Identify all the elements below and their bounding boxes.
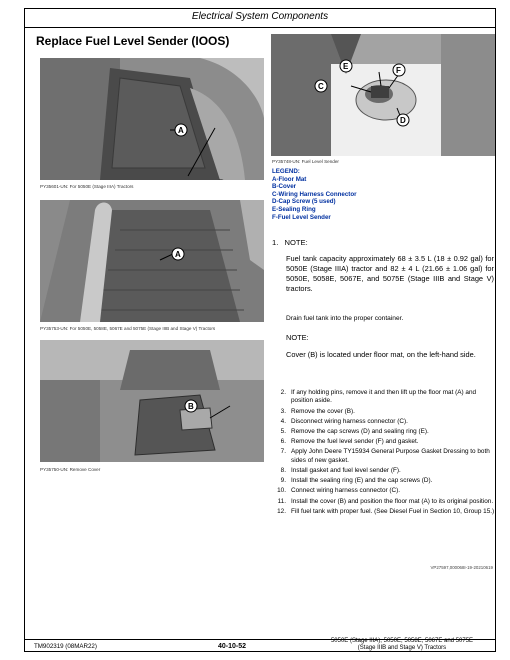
callout-c-marker — [311, 76, 331, 96]
footer-doc-id: TM902319 (08MAR22) — [34, 643, 97, 650]
footer-models — [312, 638, 492, 653]
callout-f-label: F — [396, 66, 401, 75]
step-number: 4. — [280, 417, 286, 425]
list-item — [272, 389, 498, 406]
procedure-steps — [272, 389, 498, 518]
list-item — [272, 438, 498, 446]
legend-item: F-Fuel Level Sender — [272, 213, 331, 221]
callout-e-label: E — [343, 62, 349, 71]
step-number: 6. — [280, 438, 286, 446]
step-text: Apply John Deere TY15934 General Purpose Gasket Dressing to both sides of new gasket. — [291, 448, 490, 464]
step-text: Install the cover (B) and position the floor mat (A) to its original position. — [291, 497, 494, 505]
list-item — [272, 428, 498, 436]
list-item — [272, 508, 498, 516]
legend-item: A-Floor Mat — [272, 175, 307, 183]
step-number: 8. — [280, 467, 286, 475]
reference-code: VP27597,000068I-19-20210619 — [430, 565, 493, 570]
step-text: Remove the cover (B). — [291, 407, 355, 415]
header-rule — [24, 27, 496, 28]
step-text: If any holding pins, remove it and then lift up the floor mat (A) and position aside. — [291, 389, 477, 405]
note-2-text: Cover (B) is located under floor mat, on the left-hand side. — [286, 350, 476, 359]
callout-d-marker — [393, 110, 413, 130]
callout-a-marker — [170, 120, 190, 140]
step-number: 11. — [277, 497, 286, 505]
step-number: 2. — [280, 389, 286, 396]
note-1-number: 1. — [272, 238, 279, 247]
step-number: 10. — [277, 487, 286, 495]
list-item — [272, 498, 498, 506]
list-item — [272, 418, 498, 426]
figure-4-caption: PY35748-UN: Fuel Level Sender — [272, 159, 339, 164]
step-number: 12. — [277, 507, 286, 515]
figure-remove-cover — [40, 340, 264, 462]
footer-models-line-2: (Stage IIIB and Stage V) Tractors — [357, 645, 447, 652]
list-item — [272, 448, 498, 465]
remove-cover-photo — [40, 340, 264, 462]
step-text: Remove the cap screws (D) and sealing ring (E). — [291, 428, 429, 436]
step-text: Disconnect wiring harness connector (C). — [291, 417, 408, 425]
list-item — [272, 467, 498, 475]
legend-heading: LEGEND: — [272, 168, 300, 175]
drain-instruction: Drain fuel tank into the proper container. — [286, 315, 404, 322]
callout-e-marker — [336, 56, 356, 76]
figure-floor-mat-stage-iiib-v — [40, 200, 264, 322]
callout-a-label: A — [178, 126, 184, 135]
note-1-label: NOTE: — [284, 238, 308, 247]
figure-3-caption: PY35750-UN: Remove Cover — [40, 467, 101, 472]
legend-item: C-Wiring Harness Connector — [272, 190, 357, 198]
callout-c-label: C — [318, 82, 324, 91]
note-2-label: NOTE: — [286, 333, 309, 342]
step-text: Connect wiring harness connector (C). — [291, 487, 401, 495]
callout-b-marker — [181, 396, 201, 416]
step-number: 7. — [280, 448, 286, 456]
legend-item: B-Cover — [272, 183, 297, 191]
callout-layer — [40, 58, 264, 180]
step-text: Fill fuel tank with proper fuel. (See Diesel Fuel in Section 10, Group 15.) — [291, 507, 495, 515]
list-item — [272, 487, 498, 495]
step-number: 5. — [280, 428, 286, 436]
legend-item: D-Cap Screw (5 used) — [272, 198, 336, 206]
step-text: Install gasket and fuel level sender (F). — [291, 467, 401, 475]
list-item — [272, 408, 498, 416]
callout-a2-marker — [168, 244, 188, 264]
callout-b-label: B — [188, 402, 194, 411]
header-title: Electrical System Components — [191, 11, 329, 22]
step-number: 9. — [280, 477, 286, 485]
step-text: Remove the fuel level sender (F) and gasket. — [291, 438, 419, 446]
floor-mat-photo-2 — [40, 200, 264, 322]
callout-d-label: D — [400, 116, 406, 125]
step-number: 3. — [280, 407, 286, 415]
step-text: Install the sealing ring (E) and the cap screws (D). — [291, 477, 433, 485]
note-1-text: Fuel tank capacity approximately 68 ± 3.5 L (18 ± 0.92 gal) for 5050E (Stage IIIA) tractor and 82 ± 4 L (21.66 ± 1.06 gal) for 5050E, 5058E, 5067E, and 5075E (Stage IIIB and Stage V) tractors. — [286, 254, 494, 293]
figure-fuel-level-sender — [271, 34, 495, 156]
legend — [272, 168, 357, 221]
note-1 — [272, 238, 308, 247]
figure-floor-mat-stage-iiia — [40, 58, 264, 180]
footer-page-number: 40-10-52 — [218, 643, 247, 650]
callout-f-marker — [389, 60, 409, 80]
footer-models-line-1: 5050E (Stage IIIA), 5050E, 5058E, 5067E and 5075E — [330, 638, 474, 644]
fuel-level-sender-photo — [271, 34, 495, 156]
figure-2-caption: PY35753-UN: For 5050E, 5058E, 5067E and 5075E (Stage IIIB and Stage V) Tractors — [40, 326, 216, 331]
figure-1-caption: PY35601-UN: For 5050E (Stage IIIA) Tractors — [40, 184, 134, 189]
list-item — [272, 477, 498, 485]
callout-a2-label: A — [175, 250, 181, 259]
section-title: Replace Fuel Level Sender (IOOS) — [36, 34, 230, 48]
legend-item: E-Sealing Ring — [272, 205, 316, 213]
